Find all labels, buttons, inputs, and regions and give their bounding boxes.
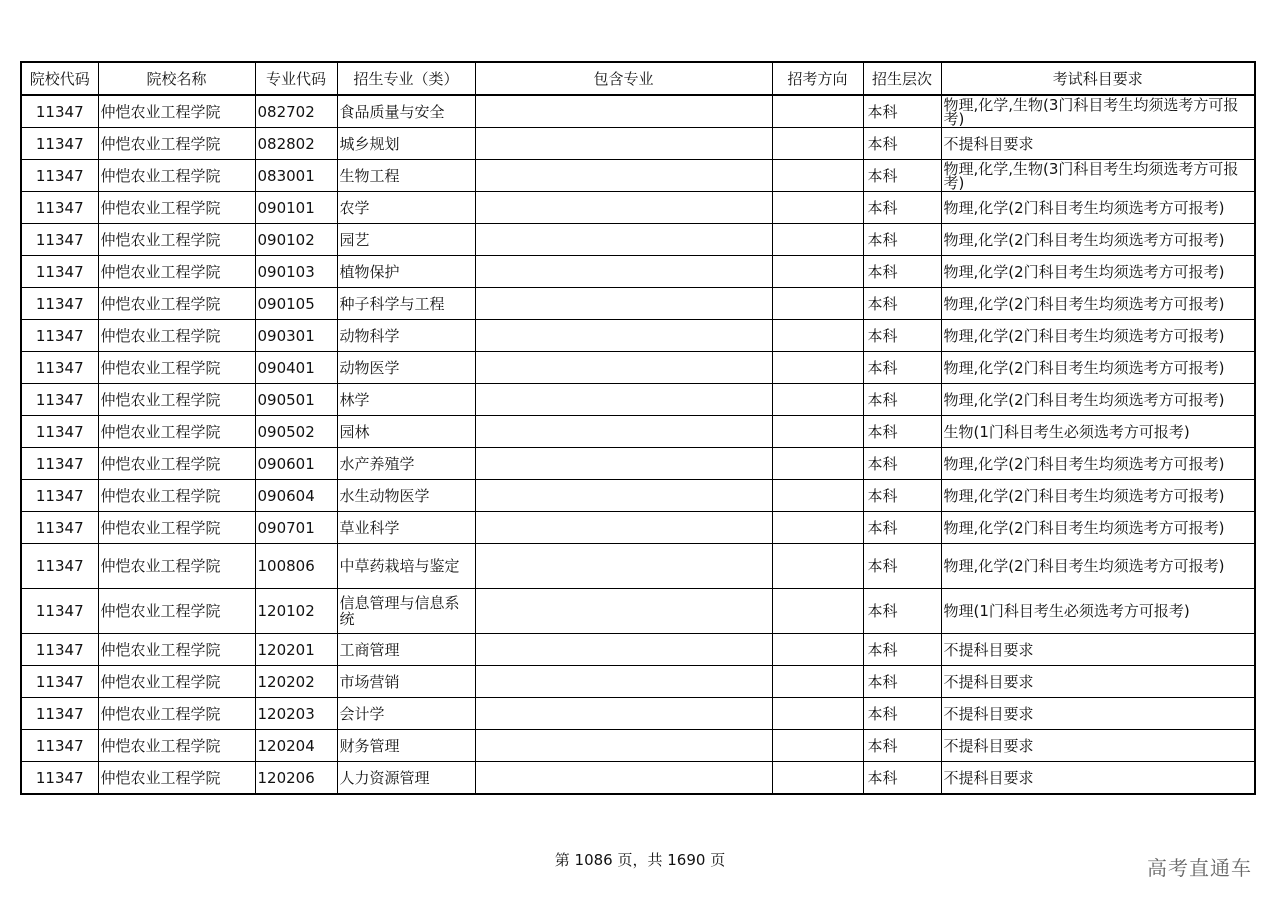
table-row <box>21 416 1255 448</box>
cell-school-code: 11347 <box>21 512 98 544</box>
cell-included-majors <box>475 512 772 544</box>
cell-subject-requirement: 物理,化学,生物(3门科目考生均须选考方可报考) <box>941 95 1255 128</box>
cell-level: 本科 <box>863 320 941 352</box>
header-school-code: 院校代码 <box>21 62 98 95</box>
cell-school-name: 仲恺农业工程学院 <box>98 762 255 795</box>
cell-level: 本科 <box>863 666 941 698</box>
cell-school-code: 11347 <box>21 160 98 192</box>
cell-level: 本科 <box>863 95 941 128</box>
table-row <box>21 634 1255 666</box>
cell-included-majors <box>475 224 772 256</box>
table-row <box>21 128 1255 160</box>
cell-subject-requirement: 不提科目要求 <box>941 128 1255 160</box>
cell-major-code: 120206 <box>255 762 337 795</box>
cell-subject-requirement: 物理(1门科目考生必须选考方可报考) <box>941 589 1255 634</box>
cell-major-code: 090401 <box>255 352 337 384</box>
cell-major: 工商管理 <box>337 634 475 666</box>
cell-included-majors <box>475 416 772 448</box>
cell-major: 草业科学 <box>337 512 475 544</box>
cell-major-code: 090501 <box>255 384 337 416</box>
cell-level: 本科 <box>863 128 941 160</box>
cell-school-code: 11347 <box>21 448 98 480</box>
cell-major-code: 082702 <box>255 95 337 128</box>
cell-major: 人力资源管理 <box>337 762 475 795</box>
cell-level: 本科 <box>863 698 941 730</box>
cell-included-majors <box>475 480 772 512</box>
cell-subject-requirement: 不提科目要求 <box>941 666 1255 698</box>
header-subject-requirement: 考试科目要求 <box>941 62 1255 95</box>
cell-school-name: 仲恺农业工程学院 <box>98 544 255 589</box>
cell-school-code: 11347 <box>21 320 98 352</box>
cell-direction <box>772 512 863 544</box>
cell-major-code: 120203 <box>255 698 337 730</box>
cell-school-code: 11347 <box>21 698 98 730</box>
table-header-row <box>21 62 1255 95</box>
cell-major-code: 083001 <box>255 160 337 192</box>
cell-major-code: 082802 <box>255 128 337 160</box>
table-row <box>21 448 1255 480</box>
cell-subject-requirement: 不提科目要求 <box>941 730 1255 762</box>
cell-major: 水生动物医学 <box>337 480 475 512</box>
cell-level: 本科 <box>863 544 941 589</box>
table-row <box>21 666 1255 698</box>
cell-subject-requirement: 物理,化学(2门科目考生均须选考方可报考) <box>941 448 1255 480</box>
table-row <box>21 95 1255 128</box>
cell-direction <box>772 95 863 128</box>
cell-level: 本科 <box>863 480 941 512</box>
cell-direction <box>772 589 863 634</box>
table-row <box>21 256 1255 288</box>
cell-direction <box>772 544 863 589</box>
table-row <box>21 480 1255 512</box>
cell-school-name: 仲恺农业工程学院 <box>98 634 255 666</box>
cell-major: 动物科学 <box>337 320 475 352</box>
cell-major: 生物工程 <box>337 160 475 192</box>
cell-school-code: 11347 <box>21 384 98 416</box>
cell-school-code: 11347 <box>21 762 98 795</box>
cell-major: 林学 <box>337 384 475 416</box>
cell-major: 农学 <box>337 192 475 224</box>
cell-included-majors <box>475 762 772 795</box>
cell-direction <box>772 762 863 795</box>
cell-school-name: 仲恺农业工程学院 <box>98 288 255 320</box>
cell-school-name: 仲恺农业工程学院 <box>98 480 255 512</box>
cell-school-code: 11347 <box>21 224 98 256</box>
cell-included-majors <box>475 544 772 589</box>
cell-level: 本科 <box>863 589 941 634</box>
table-row <box>21 544 1255 589</box>
cell-school-name: 仲恺农业工程学院 <box>98 192 255 224</box>
cell-school-code: 11347 <box>21 95 98 128</box>
table-row <box>21 288 1255 320</box>
cell-subject-requirement: 物理,化学,生物(3门科目考生均须选考方可报考) <box>941 160 1255 192</box>
cell-direction <box>772 160 863 192</box>
table-row <box>21 192 1255 224</box>
cell-subject-requirement: 物理,化学(2门科目考生均须选考方可报考) <box>941 256 1255 288</box>
cell-major-code: 090604 <box>255 480 337 512</box>
header-included-majors: 包含专业 <box>475 62 772 95</box>
cell-level: 本科 <box>863 288 941 320</box>
cell-school-code: 11347 <box>21 544 98 589</box>
cell-direction <box>772 352 863 384</box>
cell-direction <box>772 698 863 730</box>
cell-level: 本科 <box>863 634 941 666</box>
cell-school-name: 仲恺农业工程学院 <box>98 320 255 352</box>
cell-level: 本科 <box>863 224 941 256</box>
cell-subject-requirement: 物理,化学(2门科目考生均须选考方可报考) <box>941 512 1255 544</box>
table-row <box>21 762 1255 795</box>
cell-school-name: 仲恺农业工程学院 <box>98 416 255 448</box>
cell-level: 本科 <box>863 730 941 762</box>
cell-school-name: 仲恺农业工程学院 <box>98 95 255 128</box>
cell-school-name: 仲恺农业工程学院 <box>98 512 255 544</box>
cell-included-majors <box>475 384 772 416</box>
cell-school-name: 仲恺农业工程学院 <box>98 698 255 730</box>
cell-school-name: 仲恺农业工程学院 <box>98 589 255 634</box>
cell-major: 信息管理与信息系统 <box>337 589 475 634</box>
cell-level: 本科 <box>863 448 941 480</box>
cell-major: 种子科学与工程 <box>337 288 475 320</box>
cell-major: 动物医学 <box>337 352 475 384</box>
cell-direction <box>772 730 863 762</box>
header-direction: 招考方向 <box>772 62 863 95</box>
cell-major: 园艺 <box>337 224 475 256</box>
cell-level: 本科 <box>863 416 941 448</box>
cell-major-code: 120102 <box>255 589 337 634</box>
cell-included-majors <box>475 634 772 666</box>
cell-direction <box>772 416 863 448</box>
page-footer: 第 1086 页，共 1690 页 <box>554 851 726 869</box>
cell-included-majors <box>475 160 772 192</box>
cell-subject-requirement: 物理,化学(2门科目考生均须选考方可报考) <box>941 384 1255 416</box>
cell-school-name: 仲恺农业工程学院 <box>98 160 255 192</box>
cell-school-code: 11347 <box>21 256 98 288</box>
cell-major: 园林 <box>337 416 475 448</box>
table-row <box>21 352 1255 384</box>
cell-included-majors <box>475 256 772 288</box>
cell-school-name: 仲恺农业工程学院 <box>98 730 255 762</box>
cell-direction <box>772 666 863 698</box>
cell-direction <box>772 128 863 160</box>
cell-direction <box>772 634 863 666</box>
cell-school-name: 仲恺农业工程学院 <box>98 666 255 698</box>
cell-subject-requirement: 物理,化学(2门科目考生均须选考方可报考) <box>941 224 1255 256</box>
cell-included-majors <box>475 128 772 160</box>
cell-school-name: 仲恺农业工程学院 <box>98 128 255 160</box>
cell-school-code: 11347 <box>21 730 98 762</box>
admissions-table <box>20 61 1256 795</box>
cell-direction <box>772 384 863 416</box>
cell-subject-requirement: 物理,化学(2门科目考生均须选考方可报考) <box>941 288 1255 320</box>
cell-school-name: 仲恺农业工程学院 <box>98 448 255 480</box>
cell-school-code: 11347 <box>21 480 98 512</box>
cell-major-code: 120201 <box>255 634 337 666</box>
table-row <box>21 160 1255 192</box>
cell-major-code: 090601 <box>255 448 337 480</box>
cell-direction <box>772 320 863 352</box>
watermark-logo-text: 高考直通车 <box>1147 856 1252 880</box>
header-level: 招生层次 <box>863 62 941 95</box>
cell-school-code: 11347 <box>21 192 98 224</box>
cell-included-majors <box>475 288 772 320</box>
cell-included-majors <box>475 352 772 384</box>
table-row <box>21 730 1255 762</box>
cell-major-code: 090701 <box>255 512 337 544</box>
cell-included-majors <box>475 448 772 480</box>
cell-level: 本科 <box>863 384 941 416</box>
cell-major: 食品质量与安全 <box>337 95 475 128</box>
cell-school-code: 11347 <box>21 128 98 160</box>
header-major-code: 专业代码 <box>255 62 337 95</box>
cell-major: 会计学 <box>337 698 475 730</box>
cell-major-code: 120204 <box>255 730 337 762</box>
cell-level: 本科 <box>863 512 941 544</box>
cell-major: 植物保护 <box>337 256 475 288</box>
cell-direction <box>772 480 863 512</box>
cell-level: 本科 <box>863 352 941 384</box>
cell-school-name: 仲恺农业工程学院 <box>98 352 255 384</box>
cell-school-code: 11347 <box>21 288 98 320</box>
cell-direction <box>772 256 863 288</box>
table-row <box>21 224 1255 256</box>
cell-subject-requirement: 物理,化学(2门科目考生均须选考方可报考) <box>941 352 1255 384</box>
cell-major-code: 120202 <box>255 666 337 698</box>
cell-level: 本科 <box>863 160 941 192</box>
cell-direction <box>772 224 863 256</box>
table-row <box>21 698 1255 730</box>
cell-major-code: 090103 <box>255 256 337 288</box>
cell-included-majors <box>475 698 772 730</box>
cell-included-majors <box>475 192 772 224</box>
cell-subject-requirement: 物理,化学(2门科目考生均须选考方可报考) <box>941 480 1255 512</box>
header-major: 招生专业（类） <box>337 62 475 95</box>
cell-major: 水产养殖学 <box>337 448 475 480</box>
cell-major-code: 090105 <box>255 288 337 320</box>
cell-school-code: 11347 <box>21 589 98 634</box>
cell-subject-requirement: 生物(1门科目考生必须选考方可报考) <box>941 416 1255 448</box>
cell-school-name: 仲恺农业工程学院 <box>98 384 255 416</box>
cell-school-name: 仲恺农业工程学院 <box>98 256 255 288</box>
cell-direction <box>772 288 863 320</box>
table-row <box>21 384 1255 416</box>
cell-major-code: 100806 <box>255 544 337 589</box>
cell-subject-requirement: 物理,化学(2门科目考生均须选考方可报考) <box>941 544 1255 589</box>
cell-level: 本科 <box>863 762 941 795</box>
header-school-name: 院校名称 <box>98 62 255 95</box>
cell-major-code: 090502 <box>255 416 337 448</box>
cell-major-code: 090101 <box>255 192 337 224</box>
table-row <box>21 320 1255 352</box>
cell-included-majors <box>475 730 772 762</box>
cell-major: 财务管理 <box>337 730 475 762</box>
cell-subject-requirement: 不提科目要求 <box>941 698 1255 730</box>
cell-school-code: 11347 <box>21 666 98 698</box>
cell-included-majors <box>475 95 772 128</box>
cell-school-code: 11347 <box>21 634 98 666</box>
cell-included-majors <box>475 589 772 634</box>
cell-major-code: 090301 <box>255 320 337 352</box>
cell-included-majors <box>475 666 772 698</box>
cell-level: 本科 <box>863 256 941 288</box>
cell-subject-requirement: 物理,化学(2门科目考生均须选考方可报考) <box>941 320 1255 352</box>
cell-subject-requirement: 不提科目要求 <box>941 634 1255 666</box>
table-row <box>21 589 1255 634</box>
cell-school-code: 11347 <box>21 416 98 448</box>
cell-school-name: 仲恺农业工程学院 <box>98 224 255 256</box>
cell-level: 本科 <box>863 192 941 224</box>
cell-major: 市场营销 <box>337 666 475 698</box>
cell-major: 城乡规划 <box>337 128 475 160</box>
cell-subject-requirement: 不提科目要求 <box>941 762 1255 795</box>
cell-included-majors <box>475 320 772 352</box>
cell-major: 中草药栽培与鉴定 <box>337 544 475 589</box>
table-row <box>21 512 1255 544</box>
cell-subject-requirement: 物理,化学(2门科目考生均须选考方可报考) <box>941 192 1255 224</box>
cell-direction <box>772 192 863 224</box>
cell-direction <box>772 448 863 480</box>
cell-major-code: 090102 <box>255 224 337 256</box>
cell-school-code: 11347 <box>21 352 98 384</box>
